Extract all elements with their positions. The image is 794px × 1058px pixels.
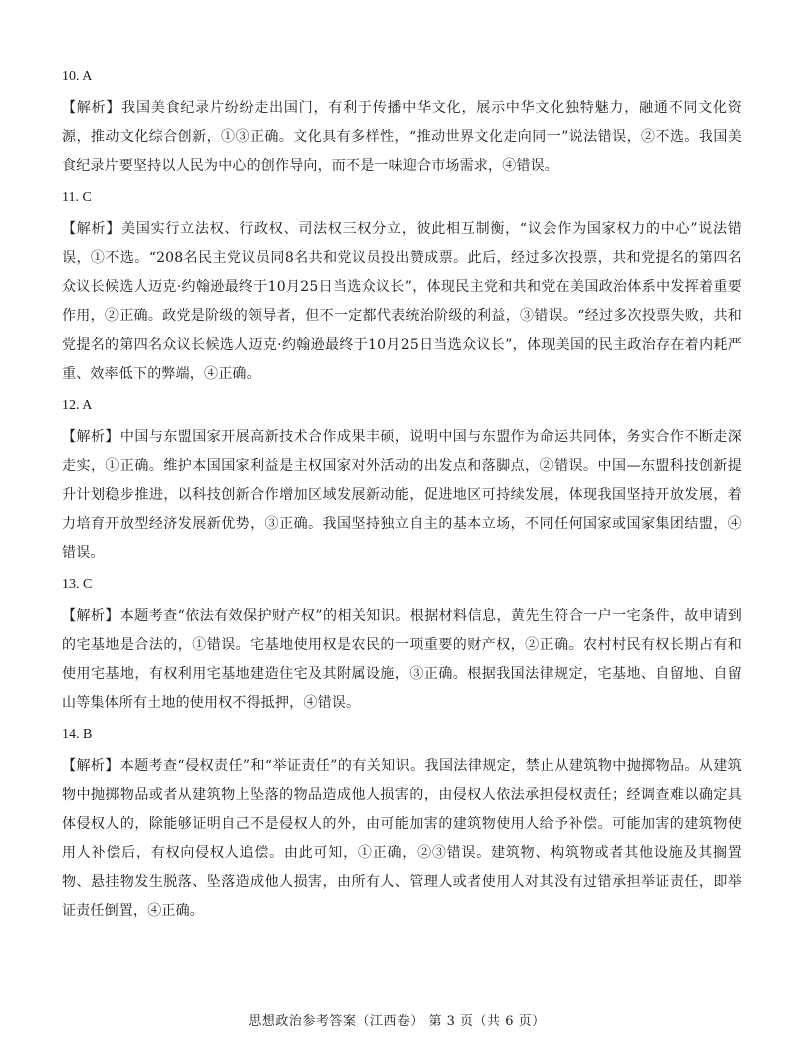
question-analysis-11: 【解析】美国实行立法权、行政权、司法权三权分立，彼此相互制衡，“议会作为国家权力的中心”说法错误，①不选。“208名民主党议员同8名共和党议员投出赞成票。此后，经过多次投票，共和党提名的第四名众议长候选人迈克·约翰逊最终于10月25日当选众议长”，体现民主党和共和党在美国政治体系中发挥着重要作用，②正确。政党是阶级的领导者，但不一定都代表统治阶级的利益，③错误。“经过多次投票失败，共和党提名的第四名众议长候选人迈克·约翰逊最终于10月25日当选众议长”，体现美国的民主政治存在着内耗严重、效率低下的弊端，④正确。 <box>62 221 742 382</box>
question-number-11: 11. C <box>62 190 92 205</box>
question-number-12: 12. A <box>62 398 93 413</box>
page-footer: 思想政治参考答案（江西卷） 第 3 页（共 6 页） <box>248 1014 546 1029</box>
question-analysis-12: 【解析】中国与东盟国家开展高新技术合作成果丰硕，说明中国与东盟作为命运共同体，务实合作不断走深走实，①正确。维护本国国家利益是主权国家对外活动的出发点和落脚点，②错误。中国—东盟科技创新提升计划稳步推进，以科技创新合作增加区域发展新动能，促进地区可持续发展，体现我国坚持开放发展，着力培育开放型经济发展新优势，③正确。我国坚持独立自主的基本立场，不同任何国家或国家集团结盟，④错误。 <box>62 429 742 561</box>
answer-content <box>62 66 742 932</box>
question-number-10: 10. A <box>62 69 93 84</box>
question-analysis-14: 【解析】本题考查“侵权责任”和“举证责任”的有关知识。我国法律规定，禁止从建筑物中抛掷物品。从建筑物中抛掷物品或者从建筑物上坠落的物品造成他人损害的，由侵权人依法承担侵权责任；经调查难以确定具体侵权人的，除能够证明自己不是侵权人的外，由可能加害的建筑物使用人给予补偿。可能加害的建筑物使用人补偿后，有权向侵权人追偿。由此可知，①正确，②③错误。建筑物、构筑物或者其他设施及其搁置物、悬挂物发生脱落、坠落造成他人损害，由所有人、管理人或者使用人对其没有过错承担举证责任，即举证责任倒置，④正确。 <box>62 758 742 919</box>
question-analysis-13: 【解析】本题考查“依法有效保护财产权”的相关知识。根据材料信息，黄先生符合一户一宅条件，故申请到的宅基地是合法的，①错误。宅基地使用权是农民的一项重要的财产权，②正确。农村村民有权长期占有和使用宅基地，有权利用宅基地建造住宅及其附属设施，③正确。根据我国法律规定，宅基地、自留地、自留山等集体所有土地的使用权不得抵押，④错误。 <box>62 608 742 711</box>
question-number-13: 13. C <box>62 577 93 592</box>
question-analysis-10: 【解析】我国美食纪录片纷纷走出国门，有利于传播中华文化，展示中华文化独特魅力，融通不同文化资源，推动文化综合创新，①③正确。文化具有多样性，“推动世界文化走向同一”说法错误，②不选。我国美食纪录片要坚持以人民为中心的创作导向，而不是一味迎合市场需求，④错误。 <box>62 100 742 174</box>
question-number-14: 14. B <box>62 727 93 742</box>
